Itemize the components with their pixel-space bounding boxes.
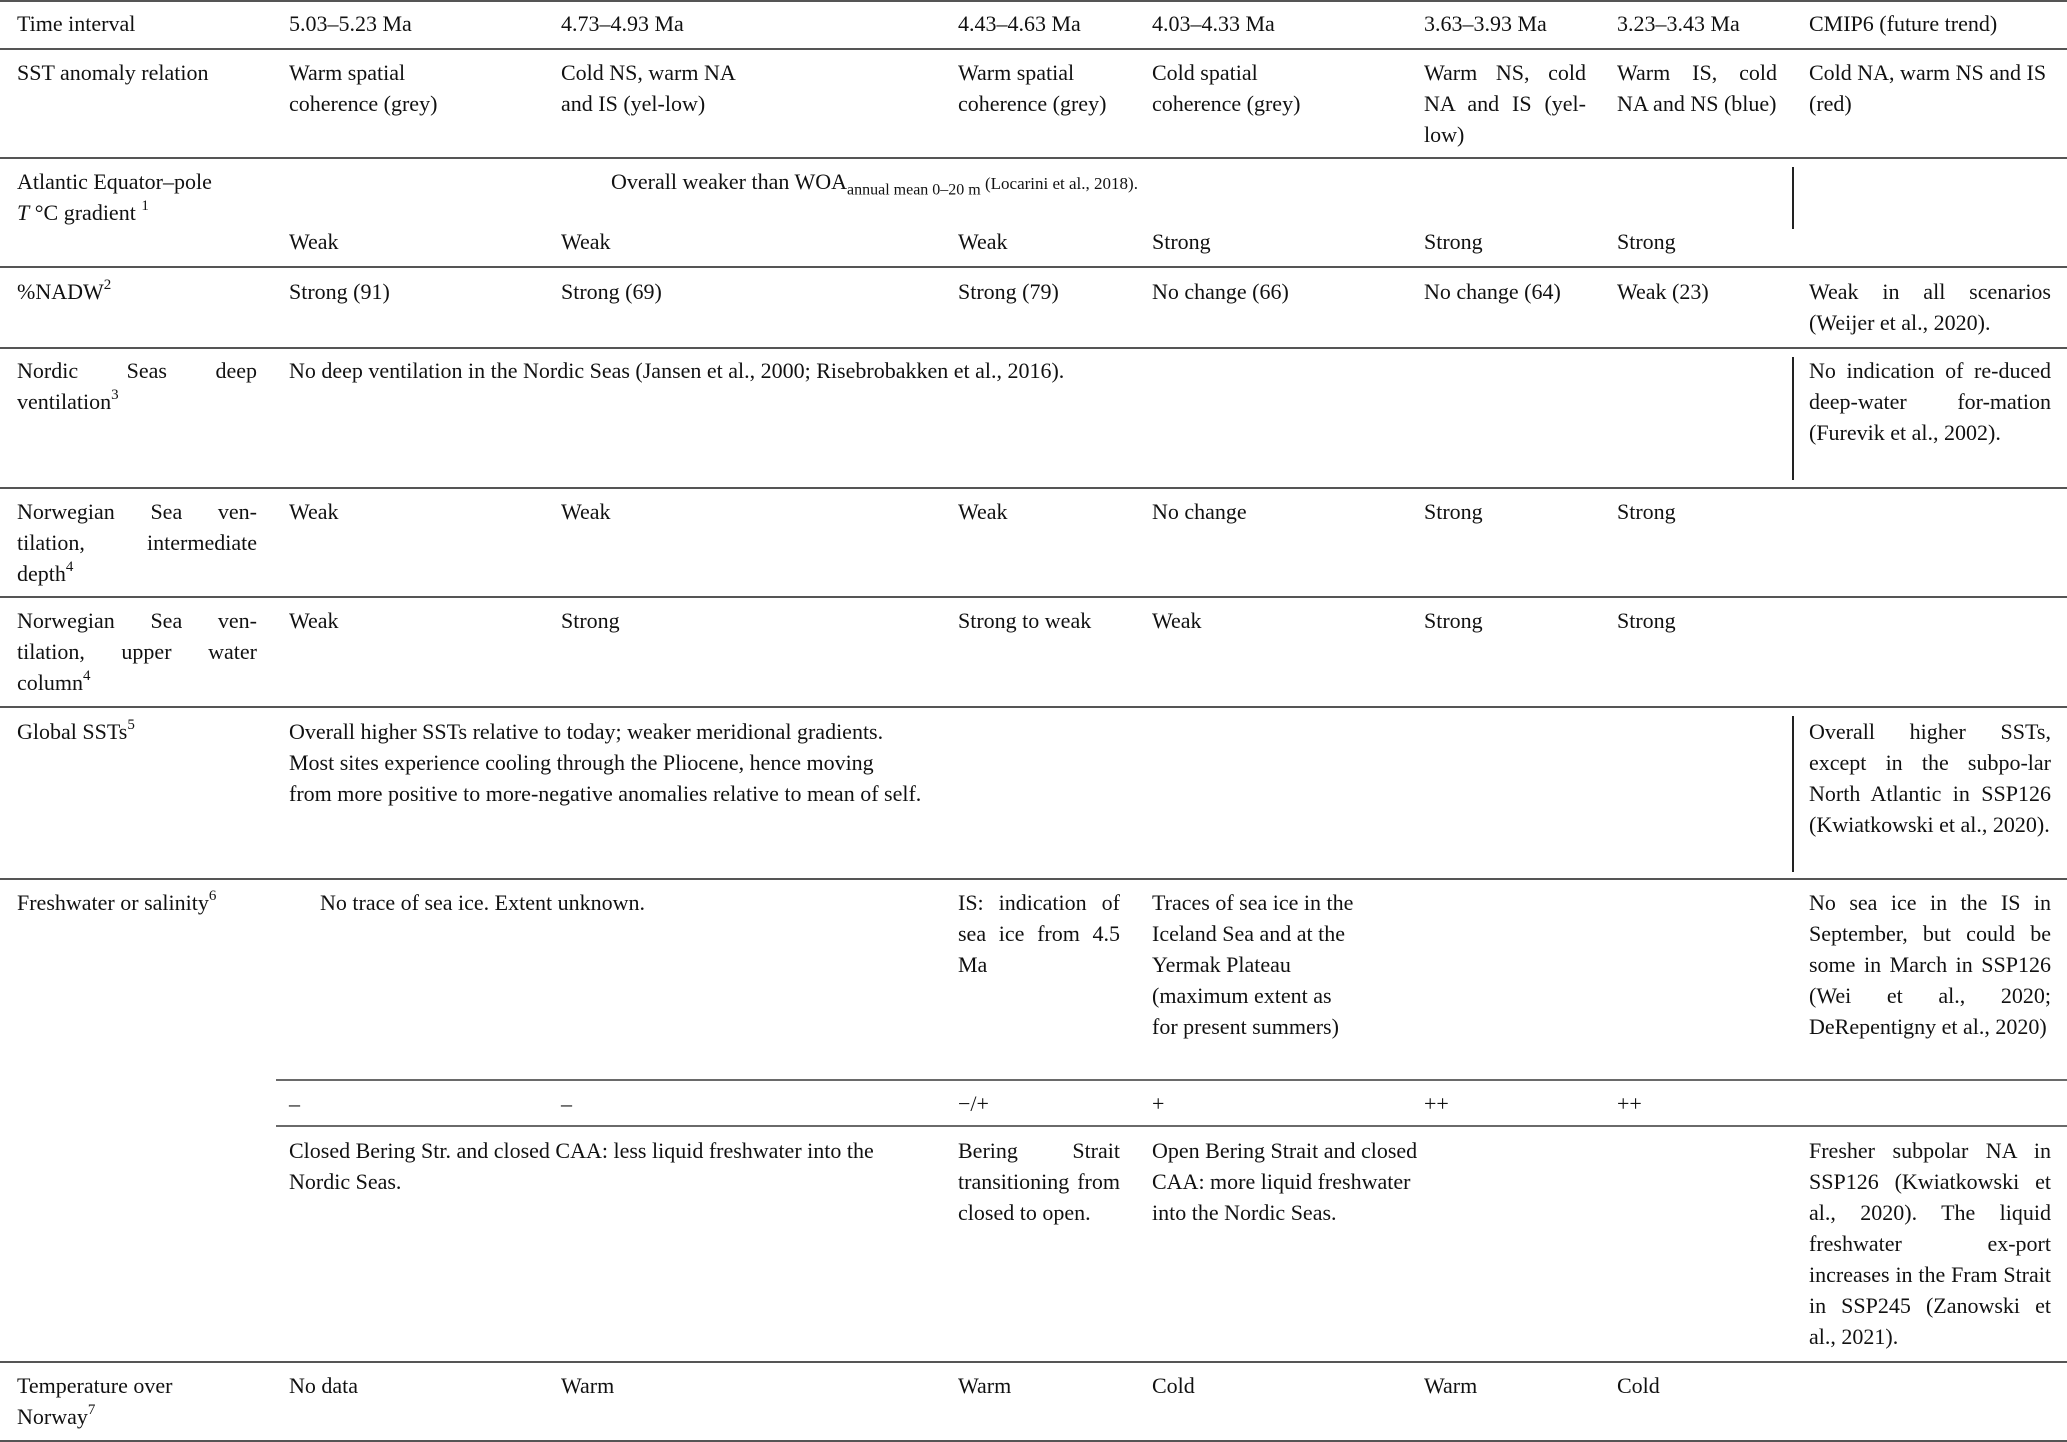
rule-nordic	[0, 487, 2067, 489]
divider-global-sst	[1792, 716, 1794, 872]
rule-global-sst	[0, 878, 2067, 880]
gradient-label-line2: °C gradient	[29, 200, 142, 225]
gradient-cell-6: Strong	[1617, 229, 1676, 254]
sign-cell-3: −/+	[958, 1091, 989, 1116]
rule-gradient	[0, 266, 2067, 268]
footnote-6: 6	[208, 887, 217, 904]
gateways-late-line-1: Open Bering Strait and closed	[1152, 1138, 1418, 1163]
sst-cell-cmip6: Cold NA, warm NS and IS (red)	[1809, 60, 2047, 116]
nadw-cell-1: Strong (91)	[289, 279, 390, 304]
sea-ice-c4-line-5: for present summers)	[1152, 1014, 1339, 1039]
sst-cell-5: Warm NS, cold NA and IS (yel-low)	[1424, 60, 1586, 147]
sign-cell-1: –	[289, 1091, 300, 1116]
gradient-span-text	[611, 166, 1138, 199]
nadw-label: %NADW	[17, 279, 104, 304]
header-label: Time interval	[17, 11, 136, 36]
footnote-2: 2	[103, 276, 112, 293]
row-label-nadw	[17, 276, 111, 307]
footnote-3: 3	[111, 386, 119, 403]
sea-ice-c4-line-2: Iceland Sea and at the	[1152, 921, 1346, 946]
gateways-early: Closed Bering Str. and closed CAA: less liquid freshwater into the Nordic Seas.	[289, 1138, 874, 1194]
sst-cell-3: Warm spatial coherence (grey)	[958, 60, 1107, 116]
temp-norway-cell-5: Warm	[1424, 1373, 1478, 1398]
sst-cell-1: Warm spatial coherence (grey)	[289, 60, 438, 116]
nordic-deep-label: Nordic Seas deep ventilation	[17, 358, 257, 414]
rule-norw-int	[0, 596, 2067, 598]
temp-norway-cell-3: Warm	[958, 1373, 1012, 1398]
header-col-cmip6: CMIP6 (future trend)	[1809, 11, 1998, 36]
sea-ice-c3: IS: indication of sea ice from 4.5 Ma	[958, 890, 1120, 977]
gateways-late-line-3: into the Nordic Seas.	[1152, 1200, 1337, 1225]
footnote-7: 7	[87, 1401, 96, 1418]
gradient-span-suffix: (Locarini et al., 2018).	[980, 174, 1138, 193]
footnote-5: 5	[127, 716, 135, 733]
header-col-5: 3.63–3.93 Ma	[1424, 11, 1547, 36]
temp-norway-label-line1: Temperature over	[17, 1373, 173, 1398]
sea-ice-c4-line-4: (maximum extent as	[1152, 983, 1332, 1008]
sst-cell-6: Warm IS, cold NA and NS (blue)	[1617, 60, 1777, 116]
footnote-1: 1	[141, 197, 149, 214]
rule-header	[0, 48, 2067, 50]
row-label-temperature-norway	[17, 1370, 172, 1432]
sst-cell-4: Cold spatial coherence (grey)	[1152, 60, 1301, 116]
header-col-3: 4.43–4.63 Ma	[958, 11, 1081, 36]
temp-norway-cell-6: Cold	[1617, 1373, 1660, 1398]
gradient-cell-1: Weak	[289, 229, 339, 254]
gateways-c3: Bering Strait transitioning from closed to open.	[958, 1138, 1120, 1225]
footnote-4b: 4	[83, 667, 91, 684]
global-sst-line-1: Overall higher SSTs relative to today; weaker meridional gradients.	[289, 719, 884, 744]
temp-norway-label-line2: Norway	[17, 1404, 88, 1429]
nadw-cell-5: No change (64)	[1424, 279, 1561, 304]
sign-cell-4: +	[1152, 1091, 1165, 1116]
norw-int-label: Norwegian Sea ven-tilation, intermediate depth	[17, 499, 257, 586]
header-col-4: 4.03–4.33 Ma	[1152, 11, 1275, 36]
norw-int-cell-2: Weak	[561, 499, 611, 524]
temp-norway-cell-1: No data	[289, 1373, 359, 1398]
norw-upper-cell-1: Weak	[289, 608, 339, 633]
sea-ice-c4-line-1: Traces of sea ice in the	[1152, 890, 1354, 915]
norw-int-cell-4: No change	[1152, 499, 1247, 524]
norw-upper-cell-4: Weak	[1152, 608, 1202, 633]
norw-upper-cell-6: Strong	[1617, 608, 1676, 633]
norw-int-cell-3: Weak	[958, 499, 1008, 524]
norw-upper-cell-3: Strong to weak	[958, 608, 1092, 633]
rule-signs	[276, 1125, 2067, 1127]
row-label-norwegian-intermediate	[17, 496, 257, 589]
norw-int-cell-5: Strong	[1424, 499, 1483, 524]
sst-cell-2: Cold NS, warm NA and IS (yel-low)	[561, 60, 735, 116]
norw-upper-label: Norwegian Sea ven-tilation, upper water column	[17, 608, 257, 695]
sign-cell-6: ++	[1617, 1091, 1642, 1116]
temp-norway-cell-4: Cold	[1152, 1373, 1195, 1398]
global-sst-line-2: Most sites experience cooling through the Pliocene, hence moving	[289, 750, 874, 775]
divider-gradient	[1792, 167, 1794, 229]
norw-upper-cell-2: Strong	[561, 608, 620, 633]
rule-freshwater	[0, 1361, 2067, 1363]
row-label-freshwater	[17, 887, 216, 918]
rule-sst	[0, 157, 2067, 159]
rule-norw-upper	[0, 706, 2067, 708]
nadw-cell-6: Weak (23)	[1617, 279, 1709, 304]
temp-norway-cell-2: Warm	[561, 1373, 615, 1398]
nadw-cell-2: Strong (69)	[561, 279, 662, 304]
gateways-late	[1152, 1135, 1417, 1228]
rule-nadw	[0, 347, 2067, 349]
gateways-cmip6: Fresher subpolar NA in SSP126 (Kwiatkowski et al., 2020). The liquid freshwater ex-port increases in the Fram Strait in SSP245 (Zanowski et al., 2021).	[1809, 1138, 2051, 1349]
rule-sea-ice	[276, 1079, 2067, 1081]
norw-int-cell-1: Weak	[289, 499, 339, 524]
row-label-global-sst	[17, 716, 135, 747]
sea-ice-early: No trace of sea ice. Extent unknown.	[320, 890, 645, 915]
freshwater-label: Freshwater or salinity	[17, 890, 209, 915]
gradient-cell-5: Strong	[1424, 229, 1483, 254]
global-sst-cmip6: Overall higher SSTs, except in the subpo-lar North Atlantic in SSP126 (Kwiatkowski et al., 2020).	[1809, 719, 2051, 837]
norw-int-cell-6: Strong	[1617, 499, 1676, 524]
gradient-label-line1: Atlantic Equator–pole	[17, 169, 212, 194]
sign-cell-2: –	[561, 1091, 572, 1116]
gradient-cell-3: Weak	[958, 229, 1008, 254]
norw-upper-cell-5: Strong	[1424, 608, 1483, 633]
gradient-cell-4: Strong	[1152, 229, 1211, 254]
global-sst-label: Global SSTs	[17, 719, 128, 744]
sea-ice-cmip6: No sea ice in the IS in September, but could be some in March in SSP126 (Wei et al., 2020; DeRepentigny et al., 2020)	[1809, 890, 2051, 1039]
footnote-4a: 4	[65, 558, 74, 575]
nordic-deep-cmip6: No indication of re-duced deep-water for-mation (Furevik et al., 2002).	[1809, 358, 2051, 445]
header-col-1: 5.03–5.23 Ma	[289, 11, 412, 36]
rule-top	[0, 0, 2067, 2]
nadw-cell-3: Strong (79)	[958, 279, 1059, 304]
global-sst-line-3: from more positive to more-negative anomalies relative to mean of self.	[289, 781, 922, 806]
gradient-label-T: T	[17, 200, 30, 225]
gateways-late-line-2: CAA: more liquid freshwater	[1152, 1169, 1411, 1194]
row-label-gradient	[17, 166, 267, 228]
sign-cell-5: ++	[1424, 1091, 1449, 1116]
row-label-nordic-deep	[17, 355, 257, 417]
sea-ice-c4	[1152, 887, 1353, 1042]
nadw-cell-4: No change (66)	[1152, 279, 1289, 304]
gradient-span-sub: annual mean 0–20 m	[847, 181, 981, 199]
sea-ice-c4-line-3: Yermak Plateau	[1152, 952, 1291, 977]
row-label-norwegian-upper	[17, 605, 257, 698]
gradient-span-prefix: Overall weaker than WOA	[611, 169, 847, 194]
divider-nordic	[1792, 357, 1794, 480]
nordic-deep-span-text: No deep ventilation in the Nordic Seas (Jansen et al., 2000; Risebrobakken et al., 2016).	[289, 358, 1065, 383]
header-col-6: 3.23–3.43 Ma	[1617, 11, 1740, 36]
row-label-sst-anomaly: SST anomaly relation	[17, 60, 209, 85]
gradient-cell-2: Weak	[561, 229, 611, 254]
global-sst-span-text	[289, 716, 921, 809]
header-col-2: 4.73–4.93 Ma	[561, 11, 684, 36]
nadw-cell-cmip6: Weak in all scenarios (Weijer et al., 2020).	[1809, 279, 2051, 335]
